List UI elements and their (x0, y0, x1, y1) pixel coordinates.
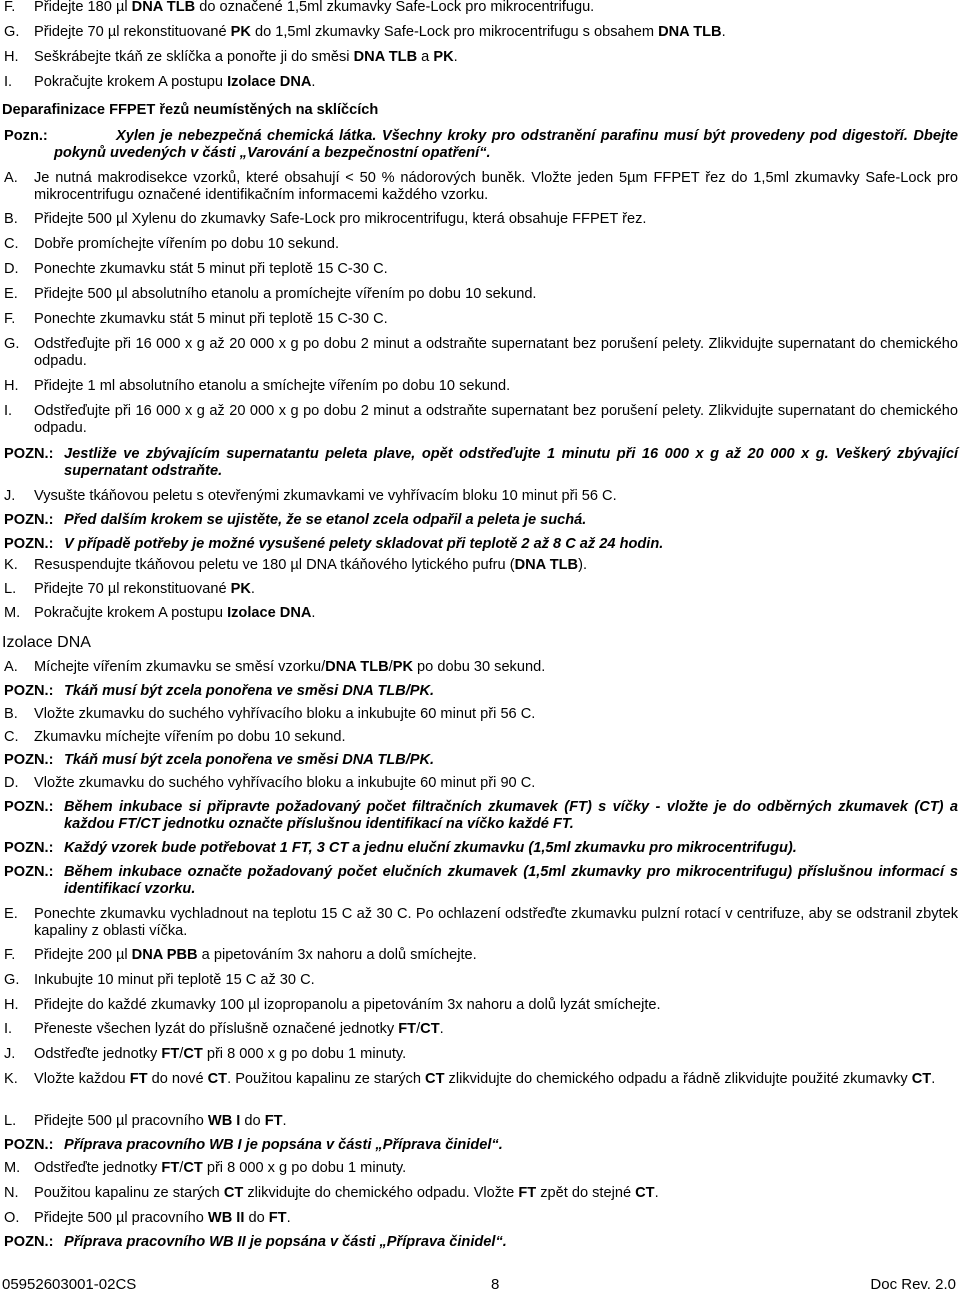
step-text: Pokračujte krokem A postupu Izolace DNA. (34, 74, 316, 90)
step-h: H. Seškrábejte tkáň ze sklíčka a ponořte ji do směsi DNA TLB a PK. (2, 49, 958, 66)
step-f: F. Přidejte 180 µl DNA TLB do označené 1,5ml zkumavky Safe-Lock pro mikrocentrifugu. (2, 0, 958, 16)
step-text: Použitou kapalinu ze starých CT zlikvidujte do chemického odpadu. Vložte FT zpět do stejné CT. (34, 1185, 659, 1201)
note-text: Tkáň musí být zcela ponořena ve směsi DNA TLB/PK. (64, 752, 435, 768)
step-text: Přidejte 180 µl DNA TLB do označené 1,5ml zkumavky Safe-Lock pro mikrocentrifugu. (34, 0, 595, 15)
note-immersed-2: POZN.: Tkáň musí být zcela ponořena ve směsi DNA TLB/PK. (2, 752, 958, 769)
note-per-sample: POZN.: Každý vzorek bude potřebovat 1 FT, 3 CT a jednu eluční zkumavku (1,5ml zkumavku pro mikrocentrifugu). (2, 840, 958, 857)
note-immersed-1: POZN.: Tkáň musí být zcela ponořena ve směsi DNA TLB/PK. (2, 683, 958, 700)
step-text: Přidejte 500 µl Xylenu do zkumavky Safe-Lock pro mikrocentrifugu, která obsahuje FFPET řez. (34, 211, 647, 227)
note-text: Před dalším krokem se ujistěte, že se etanol zcela odpařil a peleta je suchá. (64, 512, 587, 528)
page-footer (0, 1277, 960, 1295)
note-xylen: Pozn.: Xylen je nebezpečná chemická látka. Všechny kroky pro odstranění parafinu musí být provedeny pod digestoří. Dbejte pokynů uvedených v části „Varování a bezpečnostní opatření“. (4, 128, 958, 161)
deparaf-step-i: I. Odstřeďujte při 16 000 x g až 20 000 x g po dobu 2 minut a odstraňte supernatant bez porušení pelety. Zlikvidujte supernatant do chemického odpadu. (4, 403, 958, 436)
iso-step-a: A. Míchejte vířením zkumavku se směsí vzorku/DNA TLB/PK po dobu 30 sekund. (2, 659, 958, 676)
note-text: Každý vzorek bude potřebovat 1 FT, 3 CT a jednu eluční zkumavku (1,5ml zkumavku pro mikrocentrifugu). (64, 840, 797, 856)
step-text: Ponechte zkumavku stát 5 minut při teplotě 15 C-30 C. (34, 261, 388, 277)
step-text: Ponechte zkumavku stát 5 minut při teplotě 15 C-30 C. (34, 311, 388, 327)
iso-step-f: F. Přidejte 200 µl DNA PBB a pipetováním 3x nahoru a dolů smíchejte. (2, 947, 958, 964)
page-number: 8 (491, 1276, 500, 1293)
step-text: Přidejte 70 µl rekonstituované PK do 1,5ml zkumavky Safe-Lock pro mikrocentrifugu s obsahem DNA TLB. (34, 24, 726, 40)
note-text: Během inkubace si připravte požadovaný počet filtračních zkumavek (FT) s víčky - vložte je do odběrných zkumavek (CT) a každou FT/CT jednotku označte příslušnou identifikací na víčko každé FT. (64, 799, 958, 832)
step-text: Seškrábejte tkáň ze sklíčka a ponořte ji do směsi DNA TLB a PK. (34, 49, 458, 65)
note-floating-pellet: POZN.: Jestliže ve zbývajícím supernatantu peleta plave, opět odstřeďujte 1 minutu při 16 000 x g až 20 000 x g. Veškerý zbývající supernatant odstraňte. (4, 446, 958, 479)
note-text: Xylen je nebezpečná chemická látka. Všechny kroky pro odstranění parafinu musí být provedeny pod digestoří. Dbejte pokynů uvedených v části „Varování a bezpečnostní opatření“. (54, 128, 958, 161)
note-text: Příprava pracovního WB II je popsána v části „Příprava činidel“. (64, 1234, 507, 1250)
deparaf-step-j: J. Vysušte tkáňovou peletu s otevřenými zkumavkami ve vyhřívacím bloku 10 minut při 56 C. (2, 488, 958, 505)
step-text: Odstřeďte jednotky FT/CT při 8 000 x g po dobu 1 minuty. (34, 1160, 407, 1176)
step-text: Přidejte 500 µl absolutního etanolu a promíchejte vířením po dobu 10 sekund. (34, 286, 537, 302)
step-text: Inkubujte 10 minut při teplotě 15 C až 30 C. (34, 972, 315, 988)
iso-step-j: J. Odstřeďte jednotky FT/CT při 8 000 x g po dobu 1 minuty. (2, 1046, 958, 1063)
iso-step-i: I. Přeneste všechen lyzát do příslušně označené jednotky FT/CT. (2, 1021, 958, 1038)
iso-step-c: C. Zkumavku míchejte vířením po dobu 10 sekund. (2, 729, 958, 746)
step-text: Přidejte 1 ml absolutního etanolu a smíchejte vířením po dobu 10 sekund. (34, 378, 511, 394)
document-number: 05952603001-02CS (2, 1276, 137, 1293)
step-text: Vložte zkumavku do suchého vyhřívacího bloku a inkubujte 60 minut při 56 C. (34, 706, 536, 722)
note-wb2-prep: POZN.: Příprava pracovního WB II je popsána v části „Příprava činidel“. (2, 1234, 958, 1251)
step-text: Přidejte 500 µl pracovního WB I do FT. (34, 1113, 287, 1129)
note-text: Tkáň musí být zcela ponořena ve směsi DNA TLB/PK. (64, 683, 435, 699)
step-text: Resuspendujte tkáňovou peletu ve 180 µl DNA tkáňového lytického pufru (DNA TLB). (34, 557, 587, 573)
note-text: Příprava pracovního WB I je popsána v části „Příprava činidel“. (64, 1137, 503, 1153)
iso-step-h: H. Přidejte do každé zkumavky 100 µl izopropanolu a pipetováním 3x nahoru a dolů lyzát smíchejte. (2, 997, 958, 1014)
note-text: Jestliže ve zbývajícím supernatantu peleta plave, opět odstřeďujte 1 minutu při 16 000 x g až 20 000 x g. Veškerý zbývající supernatant odstraňte. (64, 446, 958, 479)
iso-step-g: G. Inkubujte 10 minut při teplotě 15 C až 30 C. (2, 972, 958, 989)
step-g: G. Přidejte 70 µl rekonstituované PK do 1,5ml zkumavky Safe-Lock pro mikrocentrifugu s obsahem DNA TLB. (2, 24, 958, 41)
step-text: Vložte každou FT do nové CT. Použitou kapalinu ze starých CT zlikvidujte do chemického odpadu a řádně zlikvidujte použité zkumavky CT. (34, 1071, 936, 1087)
deparaf-step-g: G. Odstřeďujte při 16 000 x g až 20 000 x g po dobu 2 minut a odstraňte supernatant bez porušení pelety. Zlikvidujte supernatant do chemického odpadu. (4, 336, 958, 369)
step-text: Odstřeďujte při 16 000 x g až 20 000 x g po dobu 2 minut a odstraňte supernatant bez porušení pelety. Zlikvidujte supernatant do chemického odpadu. (34, 336, 958, 369)
document-revision: Doc Rev. 2.0 (870, 1276, 956, 1293)
deparaf-step-f: F. Ponechte zkumavku stát 5 minut při teplotě 15 C-30 C. (2, 311, 958, 328)
deparaf-step-c: C. Dobře promíchejte vířením po dobu 10 sekund. (2, 236, 958, 253)
deparaf-step-d: D. Ponechte zkumavku stát 5 minut při teplotě 15 C-30 C. (2, 261, 958, 278)
step-text: Přeneste všechen lyzát do příslušně označené jednotky FT/CT. (34, 1021, 444, 1037)
step-text: Je nutná makrodisekce vzorků, které obsahují < 50 % nádorových buněk. Vložte jeden 5µm FFPET řez do 1,5ml zkumavky Safe-Lock pro mikrocentrifugu označené identifikačním informacemi každého vzorku. (34, 170, 958, 203)
step-text: Odstřeďujte při 16 000 x g až 20 000 x g po dobu 2 minut a odstraňte supernatant bez porušení pelety. Zlikvidujte supernatant do chemického odpadu. (34, 403, 958, 436)
step-text: Míchejte vířením zkumavku se směsí vzorku/DNA TLB/PK po dobu 30 sekund. (34, 659, 546, 675)
note-elution-tubes: POZN.: Během inkubace označte požadovaný počet elučních zkumavek (1,5ml zkumavky pro mikrocentrifugu) příslušnou informací s identifikací vzorku. (4, 864, 958, 897)
deparaf-step-e: E. Přidejte 500 µl absolutního etanolu a promíchejte vířením po dobu 10 sekund. (2, 286, 958, 303)
step-text: Přidejte do každé zkumavky 100 µl izopropanolu a pipetováním 3x nahoru a dolů lyzát smíchejte. (34, 997, 661, 1013)
note-wb1-prep: POZN.: Příprava pracovního WB I je popsána v části „Příprava činidel“. (2, 1137, 958, 1154)
iso-step-b: B. Vložte zkumavku do suchého vyhřívacího bloku a inkubujte 60 minut při 56 C. (2, 706, 958, 723)
iso-step-d: D. Vložte zkumavku do suchého vyhřívacího bloku a inkubujte 60 minut při 90 C. (2, 775, 958, 792)
deparaf-step-h: H. Přidejte 1 ml absolutního etanolu a smíchejte vířením po dobu 10 sekund. (2, 378, 958, 395)
step-text: Ponechte zkumavku vychladnout na teplotu 15 C až 30 C. Po ochlazení odstřeďte zkumavku pulzní rotací v centrifuze, aby se odstranil zbytek kapaliny z oblasti víčka. (34, 906, 958, 939)
deparaf-step-a: A. Je nutná makrodisekce vzorků, které obsahují < 50 % nádorových buněk. Vložte jeden 5µm FFPET řez do 1,5ml zkumavky Safe-Lock pro mikrocentrifugu označené identifikačním informacemi každého vzorku. (4, 170, 958, 203)
iso-step-k: K. Vložte každou FT do nové CT. Použitou kapalinu ze starých CT zlikvidujte do chemického odpadu a řádně zlikvidujte použité zkumavky CT. (2, 1071, 958, 1088)
note-text: V případě potřeby je možné vysušené pelety skladovat při teplotě 2 až 8 C až 24 hodin. (64, 536, 664, 552)
step-text: Přidejte 70 µl rekonstituované PK. (34, 581, 255, 597)
deparaf-step-l: L. Přidejte 70 µl rekonstituované PK. (2, 581, 958, 598)
step-text: Vysušte tkáňovou peletu s otevřenými zkumavkami ve vyhřívacím bloku 10 minut při 56 C. (34, 488, 617, 504)
section-heading-deparaffinization: Deparafinizace FFPET řezů neumístěných na sklíčcích (2, 102, 379, 118)
deparaf-step-b: B. Přidejte 500 µl Xylenu do zkumavky Safe-Lock pro mikrocentrifugu, která obsahuje FFPET řez. (2, 211, 958, 228)
note-filter-tubes: POZN.: Během inkubace si připravte požadovaný počet filtračních zkumavek (FT) s víčky - vložte je do odběrných zkumavek (CT) a každou FT/CT jednotku označte příslušnou identifikací na víčko každé FT. (4, 799, 958, 832)
step-text: Odstřeďte jednotky FT/CT při 8 000 x g po dobu 1 minuty. (34, 1046, 407, 1062)
step-text: Vložte zkumavku do suchého vyhřívacího bloku a inkubujte 60 minut při 90 C. (34, 775, 536, 791)
step-i: I. Pokračujte krokem A postupu Izolace DNA. (2, 74, 958, 91)
step-text: Zkumavku míchejte vířením po dobu 10 sekund. (34, 729, 346, 745)
iso-step-n: N. Použitou kapalinu ze starých CT zlikvidujte do chemického odpadu. Vložte FT zpět do stejné CT. (2, 1185, 958, 1202)
deparaf-step-m: M. Pokračujte krokem A postupu Izolace DNA. (2, 605, 958, 622)
deparaf-step-k: K. Resuspendujte tkáňovou peletu ve 180 µl DNA tkáňového lytického pufru (DNA TLB). (2, 557, 958, 574)
note-text: Během inkubace označte požadovaný počet elučních zkumavek (1,5ml zkumavky pro mikrocentrifugu) příslušnou informací s identifikací vzorku. (64, 864, 958, 897)
step-text: Pokračujte krokem A postupu Izolace DNA. (34, 605, 316, 621)
step-text: Přidejte 500 µl pracovního WB II do FT. (34, 1210, 291, 1226)
iso-step-o: O. Přidejte 500 µl pracovního WB II do FT. (2, 1210, 958, 1227)
iso-step-m: M. Odstřeďte jednotky FT/CT při 8 000 x g po dobu 1 minuty. (2, 1160, 958, 1177)
step-text: Dobře promíchejte vířením po dobu 10 sekund. (34, 236, 340, 252)
iso-step-l: L. Přidejte 500 µl pracovního WB I do FT. (2, 1113, 958, 1130)
note-dry-pellet: POZN.: Před dalším krokem se ujistěte, že se etanol zcela odpařil a peleta je suchá. (2, 512, 958, 529)
note-storage: POZN.: V případě potřeby je možné vysušené pelety skladovat při teplotě 2 až 8 C až 24 hodin. (2, 536, 958, 553)
section-heading-dna-isolation: Izolace DNA (2, 634, 91, 651)
step-text: Přidejte 200 µl DNA PBB a pipetováním 3x nahoru a dolů smíchejte. (34, 947, 477, 963)
iso-step-e: E. Ponechte zkumavku vychladnout na teplotu 15 C až 30 C. Po ochlazení odstřeďte zkumavku pulzní rotací v centrifuze, aby se odstranil zbytek kapaliny z oblasti víčka. (4, 906, 958, 939)
